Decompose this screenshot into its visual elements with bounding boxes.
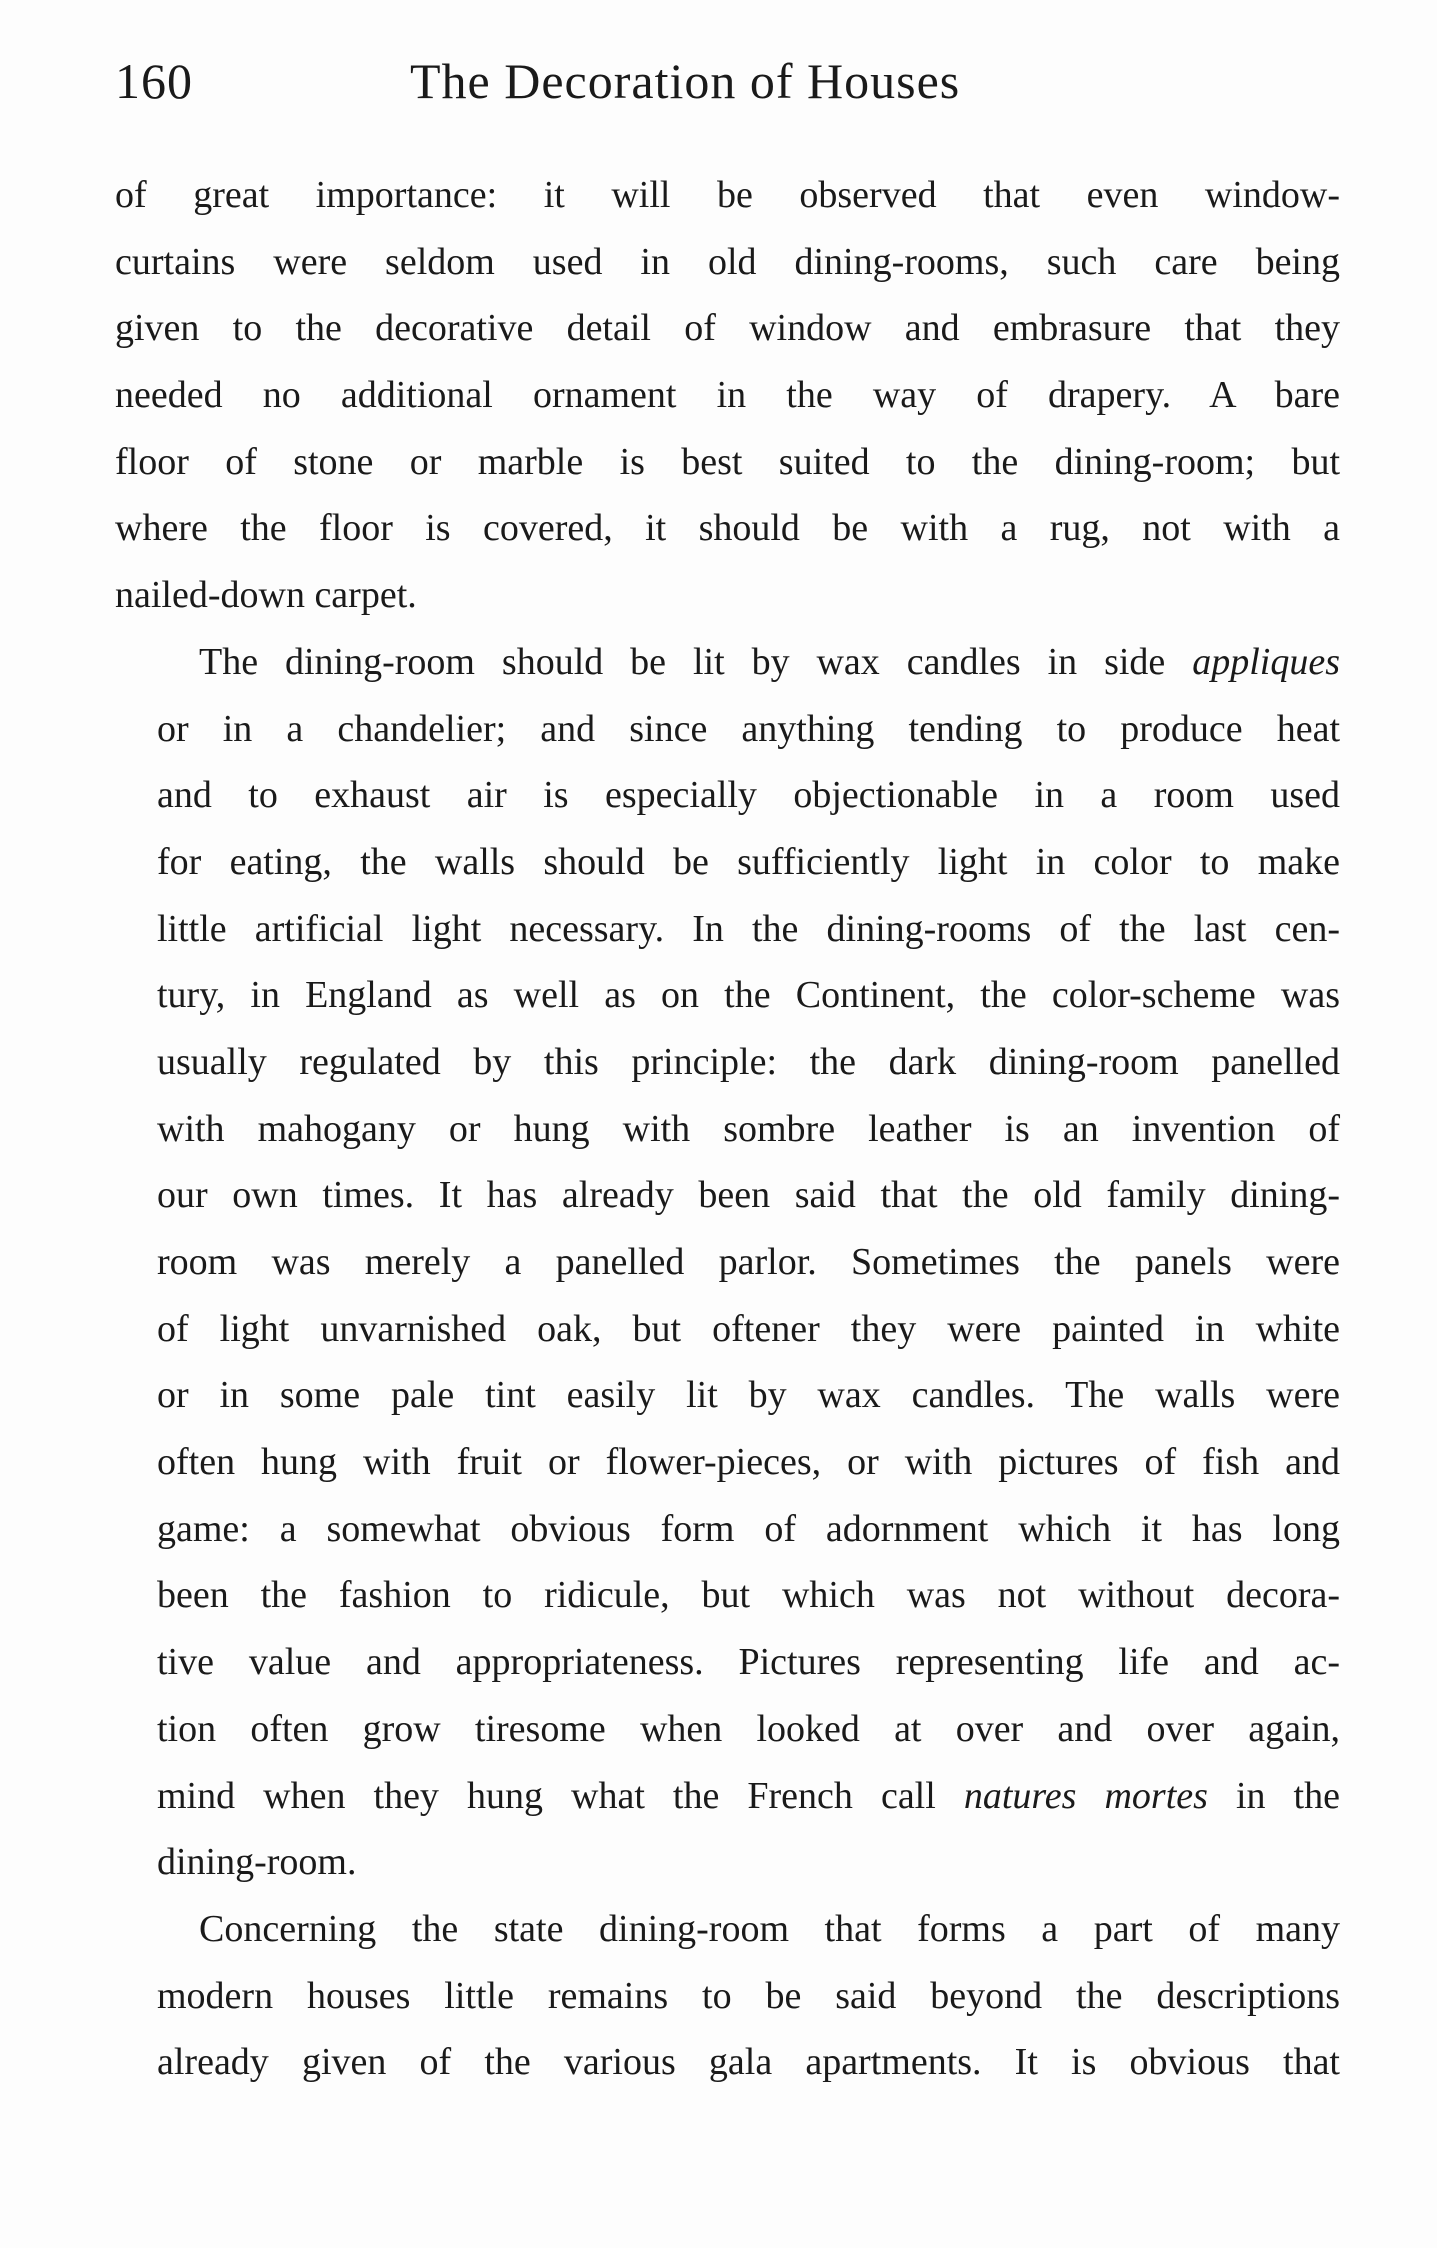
- text-run: in the: [1207, 1774, 1340, 1817]
- text-line: tive value and appropriateness. Pictures representing life and ac-: [157, 1641, 1340, 1684]
- text-line: where the floor is covered, it should be with a rug, not with a: [115, 507, 1340, 550]
- text-line: our own times. It has already been said that the old family dining-: [157, 1174, 1340, 1217]
- text-line: for eating, the walls should be sufficiently light in color to make: [157, 840, 1340, 883]
- italic-term: appliques: [1192, 640, 1340, 683]
- text-line: room was merely a panelled parlor. Sometimes the panels were: [157, 1241, 1340, 1283]
- text-line: little artificial light necessary. In the dining-rooms of the last cen-: [157, 907, 1340, 950]
- text-line: modern houses little remains to be said beyond the descriptions: [157, 1974, 1340, 2017]
- running-title: The Decoration of Houses: [410, 53, 961, 109]
- text-line: usually regulated by this principle: the dark dining-room panelled: [157, 1040, 1340, 1083]
- text-line: tion often grow tiresome when looked at over and over again,: [157, 1707, 1340, 1750]
- paragraph-3: [115, 1896, 1340, 2096]
- text-line: curtains were seldom used in old dining-rooms, such care being: [115, 240, 1340, 283]
- text-line: [115, 1763, 1340, 1830]
- italic-term: natures mortes: [963, 1774, 1208, 1817]
- text-line: or in some pale tint easily lit by wax candles. The walls were: [157, 1374, 1340, 1417]
- text-run: mind when they hung what the French call: [157, 1774, 964, 1817]
- body-text: [115, 162, 1340, 2096]
- page-header: [115, 52, 1335, 122]
- paragraph-2: [115, 629, 1340, 1896]
- text-line: of great importance: it will be observed that even window-: [115, 174, 1340, 216]
- text-line: often hung with fruit or flower-pieces, or with pictures of fish and: [157, 1441, 1340, 1484]
- text-run: The dining-room should be lit by wax candles in side: [199, 640, 1193, 683]
- text-line: tury, in England as well as on the Continent, the color-scheme was: [157, 974, 1340, 1017]
- text-line: dining-room.: [157, 1841, 357, 1884]
- text-line: nailed-down carpet.: [115, 574, 417, 617]
- text-line: been the fashion to ridicule, but which was not without decora-: [157, 1574, 1340, 1617]
- text-line: or in a chandelier; and since anything tending to produce heat: [157, 707, 1340, 750]
- text-line: game: a somewhat obvious form of adornment which it has long: [157, 1507, 1340, 1550]
- text-line: needed no additional ornament in the way of drapery. A bare: [115, 374, 1340, 417]
- text-line: already given of the various gala apartments. It is obvious that: [157, 2041, 1340, 2084]
- text-line: given to the decorative detail of window and embrasure that they: [115, 307, 1340, 350]
- text-line: of light unvarnished oak, but oftener they were painted in white: [157, 1307, 1340, 1350]
- text-line: [115, 629, 1340, 696]
- page-number: 160: [115, 53, 193, 109]
- text-line: floor of stone or marble is best suited to the dining-room; but: [115, 440, 1340, 483]
- text-line: and to exhaust air is especially objectionable in a room used: [157, 774, 1340, 817]
- text-line: Concerning the state dining-room that forms a part of many: [199, 1907, 1340, 1950]
- paragraph-1: [115, 162, 1340, 629]
- text-line: with mahogany or hung with sombre leather is an invention of: [157, 1107, 1340, 1150]
